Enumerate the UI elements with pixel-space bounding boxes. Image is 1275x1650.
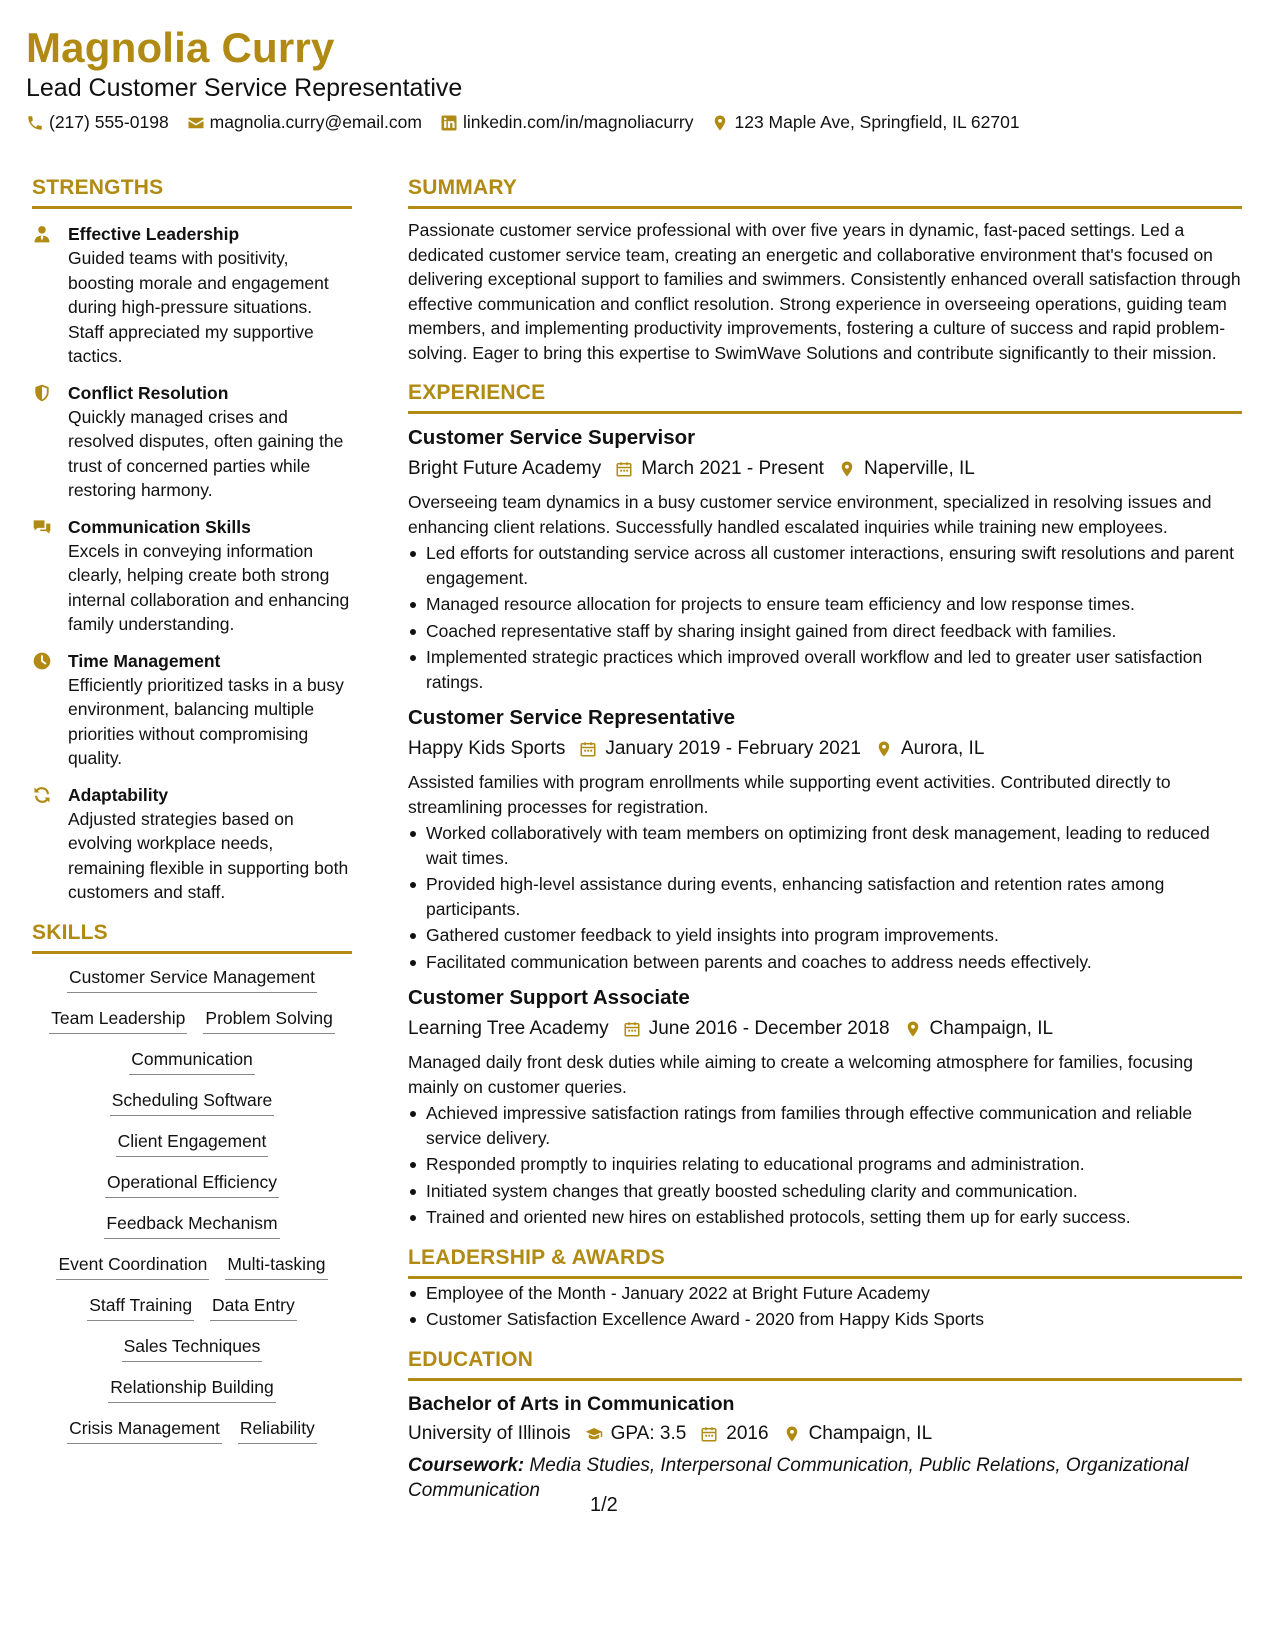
strength-title: Conflict Resolution	[68, 382, 229, 403]
job-title: Customer Service Supervisor	[408, 426, 696, 449]
job-dates-text: January 2019 - February 2021	[605, 738, 861, 759]
comments-icon	[32, 517, 52, 537]
job-bullet: Initiated system changes that greatly boosted scheduling clarity and communication.	[408, 1179, 1242, 1204]
skill-tag: Client Engagement	[116, 1130, 269, 1157]
job-location-text: Champaign, IL	[929, 1018, 1054, 1039]
strength-desc: Excels in conveying information clearly, helping create both strong internal collaboration and enhancing family understanding.	[68, 540, 350, 634]
skills-list	[32, 966, 352, 1444]
map-pin-icon	[783, 1425, 801, 1443]
job-title: Customer Service Representative	[408, 706, 736, 729]
strength-item	[32, 515, 352, 637]
page-number: 1/2	[590, 1494, 618, 1516]
map-pin-icon	[838, 460, 856, 478]
education-meta	[408, 1419, 1242, 1449]
skill-tag: Customer Service Management	[67, 966, 317, 993]
strength-item	[32, 783, 352, 905]
strength-title: Communication Skills	[68, 516, 251, 537]
left-column	[32, 176, 352, 1444]
strength-title: Time Management	[68, 650, 221, 671]
job-dates	[615, 454, 824, 484]
contact-address	[711, 112, 1019, 133]
skills-heading: SKILLS	[32, 921, 352, 954]
skill-tag: Multi-tasking	[225, 1253, 327, 1280]
job-dates-text: June 2016 - December 2018	[648, 1018, 890, 1039]
skill-row	[67, 1417, 317, 1444]
clock-icon	[32, 651, 52, 671]
skill-tag: Event Coordination	[56, 1253, 209, 1280]
contact-email-text: magnolia.curry@email.com	[209, 112, 422, 132]
map-pin-icon	[904, 1020, 922, 1038]
graduation-year-text: 2016	[726, 1422, 769, 1444]
school-location-text: Champaign, IL	[808, 1422, 933, 1444]
graduation-cap-icon	[585, 1425, 603, 1443]
job-title: Customer Support Associate	[408, 986, 690, 1009]
contact-linkedin[interactable]	[440, 112, 694, 133]
gpa-text: GPA: 3.5	[610, 1422, 687, 1444]
skill-tag: Scheduling Software	[110, 1089, 275, 1116]
strength-desc: Quickly managed crises and resolved disputes, often gaining the trust of concerned parties while restoring harmony.	[68, 406, 344, 500]
skill-tag: Crisis Management	[67, 1417, 222, 1444]
phone-icon	[26, 114, 44, 132]
strengths-heading: STRENGTHS	[32, 176, 352, 209]
job-bullet: Responded promptly to inquiries relating to educational programs and administration.	[408, 1152, 1242, 1177]
job-bullet: Managed resource allocation for projects to ensure team efficiency and low response times.	[408, 592, 1242, 617]
job-dates	[623, 1014, 890, 1044]
skill-tag: Communication	[129, 1048, 255, 1075]
contact-linkedin-text: linkedin.com/in/magnoliacurry	[462, 112, 694, 132]
coursework-text: Media Studies, Interpersonal Communication, Public Relations, Organizational Communication	[408, 1454, 1189, 1501]
school-location	[783, 1419, 933, 1449]
summary-heading: SUMMARY	[408, 176, 1242, 209]
job-location	[904, 1014, 1054, 1044]
job-bullet: Led efforts for outstanding service across all customer interactions, ensuring swift resolutions and parent engagement.	[408, 541, 1242, 590]
calendar-icon	[700, 1425, 718, 1443]
coursework	[408, 1453, 1242, 1503]
skill-tag: Reliability	[238, 1417, 317, 1444]
job-meta	[408, 454, 1242, 484]
shield-icon	[32, 383, 52, 403]
map-pin-icon	[875, 740, 893, 758]
job-company-text: Learning Tree Academy	[408, 1018, 609, 1039]
job-bullet: Implemented strategic practices which improved overall workflow and led to greater user satisfaction ratings.	[408, 645, 1242, 694]
experience-heading: EXPERIENCE	[408, 381, 1242, 414]
strength-title: Adaptability	[68, 784, 169, 805]
job-entry	[408, 704, 1242, 974]
contact-phone[interactable]	[26, 112, 169, 133]
awards-list	[408, 1281, 1242, 1332]
skill-tag: Data Entry	[210, 1294, 297, 1321]
skill-tag: Feedback Mechanism	[104, 1212, 279, 1239]
skill-tag: Operational Efficiency	[105, 1171, 279, 1198]
job-location	[875, 734, 984, 764]
skill-row	[108, 1376, 275, 1403]
job-bullet: Facilitated communication between parents and coaches to address needs effectively.	[408, 950, 1242, 975]
job-dates-text: March 2021 - Present	[641, 458, 824, 479]
contact-email[interactable]	[187, 112, 422, 133]
job-bullet: Provided high-level assistance during events, enhancing satisfaction and retention rates among participants.	[408, 872, 1242, 921]
job-entry	[408, 984, 1242, 1230]
degree-title: Bachelor of Arts in Communication	[408, 1392, 735, 1415]
job-bullets	[408, 541, 1242, 694]
strength-desc: Adjusted strategies based on evolving workplace needs, remaining flexible in supporting both customers and staff.	[68, 808, 349, 902]
coursework-label: Coursework:	[408, 1454, 525, 1476]
job-bullet: Achieved impressive satisfaction ratings from families through effective communication and reliable service delivery.	[408, 1101, 1242, 1150]
strength-item	[32, 381, 352, 503]
job-description: Overseeing team dynamics in a busy customer service environment, specialized in resolving issues and enhancing client relations. Successfully handled escalated inquiries while training new employees.	[408, 492, 1212, 537]
job-meta	[408, 734, 1242, 764]
candidate-role: Lead Customer Service Representative	[26, 74, 463, 102]
strengths-list	[32, 222, 352, 905]
skill-row	[129, 1048, 255, 1075]
sync-icon	[32, 785, 52, 805]
skill-row	[110, 1089, 275, 1116]
skill-tag: Staff Training	[87, 1294, 194, 1321]
strength-desc: Guided teams with positivity, boosting morale and engagement during high-pressure situations. Staff appreciated my supportive tactics.	[68, 248, 329, 366]
user-tie-icon	[32, 224, 52, 244]
skill-row	[67, 966, 317, 993]
gpa	[585, 1419, 687, 1449]
job-description: Managed daily front desk duties while aiming to create a welcoming atmosphere for families, focusing mainly on customer queries.	[408, 1052, 1193, 1097]
school-name	[408, 1419, 571, 1449]
job-company	[408, 454, 601, 484]
skill-row	[87, 1294, 296, 1321]
candidate-name: Magnolia Curry	[26, 24, 335, 71]
skill-tag: Sales Techniques	[122, 1335, 263, 1362]
skill-tag: Relationship Building	[108, 1376, 275, 1403]
skill-row	[116, 1130, 269, 1157]
job-dates	[579, 734, 861, 764]
right-column	[408, 176, 1242, 1503]
job-location-text: Naperville, IL	[863, 458, 975, 479]
job-company-text: Happy Kids Sports	[408, 738, 566, 759]
school-name-text: University of Illinois	[408, 1422, 571, 1444]
strength-desc: Efficiently prioritized tasks in a busy environment, balancing multiple priorities without compromising quality.	[68, 674, 344, 768]
skill-row	[49, 1007, 335, 1034]
job-bullets	[408, 1101, 1242, 1230]
skill-tag: Problem Solving	[203, 1007, 334, 1034]
job-location	[838, 454, 975, 484]
award-item: Customer Satisfaction Excellence Award - 2020 from Happy Kids Sports	[408, 1307, 1242, 1332]
skill-row	[105, 1171, 279, 1198]
awards-heading: LEADERSHIP & AWARDS	[408, 1246, 1242, 1279]
job-meta	[408, 1014, 1242, 1044]
job-description: Assisted families with program enrollments while supporting event activities. Contributed directly to streamlining processes for registration.	[408, 772, 1171, 817]
strength-title: Effective Leadership	[68, 224, 240, 244]
skill-row	[56, 1253, 327, 1280]
contact-bar	[26, 112, 1020, 133]
job-bullet: Worked collaboratively with team members on optimizing front desk management, leading to reduced wait times.	[408, 821, 1242, 870]
skill-tag: Team Leadership	[49, 1007, 187, 1034]
job-company-text: Bright Future Academy	[408, 458, 602, 479]
job-bullet: Coached representative staff by sharing insight gained from direct feedback with families.	[408, 619, 1242, 644]
job-company	[408, 1014, 609, 1044]
contact-phone-text: (217) 555-0198	[49, 112, 169, 132]
calendar-icon	[623, 1020, 641, 1038]
job-bullets	[408, 821, 1242, 974]
strength-item	[32, 222, 352, 369]
skill-row	[122, 1335, 263, 1362]
calendar-icon	[615, 460, 633, 478]
strength-item	[32, 649, 352, 771]
job-entry	[408, 424, 1242, 694]
job-location-text: Aurora, IL	[900, 738, 985, 759]
award-item: Employee of the Month - January 2022 at Bright Future Academy	[408, 1281, 1242, 1306]
contact-address-text: 123 Maple Ave, Springfield, IL 62701	[734, 112, 1020, 132]
summary-text: Passionate customer service professional with over five years in dynamic, fast-paced settings. Led a dedicated customer service team, creating an energetic and collaborative environment that's focused on delivering exceptional support to families and swimmers. Consistently enhanced overall satisfaction through effective communication and conflict resolution. Strong experience in overseeing operations, guiding team members, and implementing productivity improvements, fostering a culture of success and rapid problem-solving. Eager to bring this expertise to SwimWave Solutions and contribute significantly to their mission.	[408, 220, 1241, 363]
job-company	[408, 734, 565, 764]
calendar-icon	[579, 740, 597, 758]
education-heading: EDUCATION	[408, 1348, 1242, 1381]
map-pin-icon	[711, 114, 729, 132]
job-bullet: Trained and oriented new hires on established protocols, setting them up for early success.	[408, 1205, 1242, 1230]
skill-row	[104, 1212, 279, 1239]
linkedin-icon	[440, 114, 458, 132]
envelope-icon	[187, 114, 205, 132]
job-bullet: Gathered customer feedback to yield insights into program improvements.	[408, 923, 1242, 948]
graduation-year	[700, 1419, 768, 1449]
